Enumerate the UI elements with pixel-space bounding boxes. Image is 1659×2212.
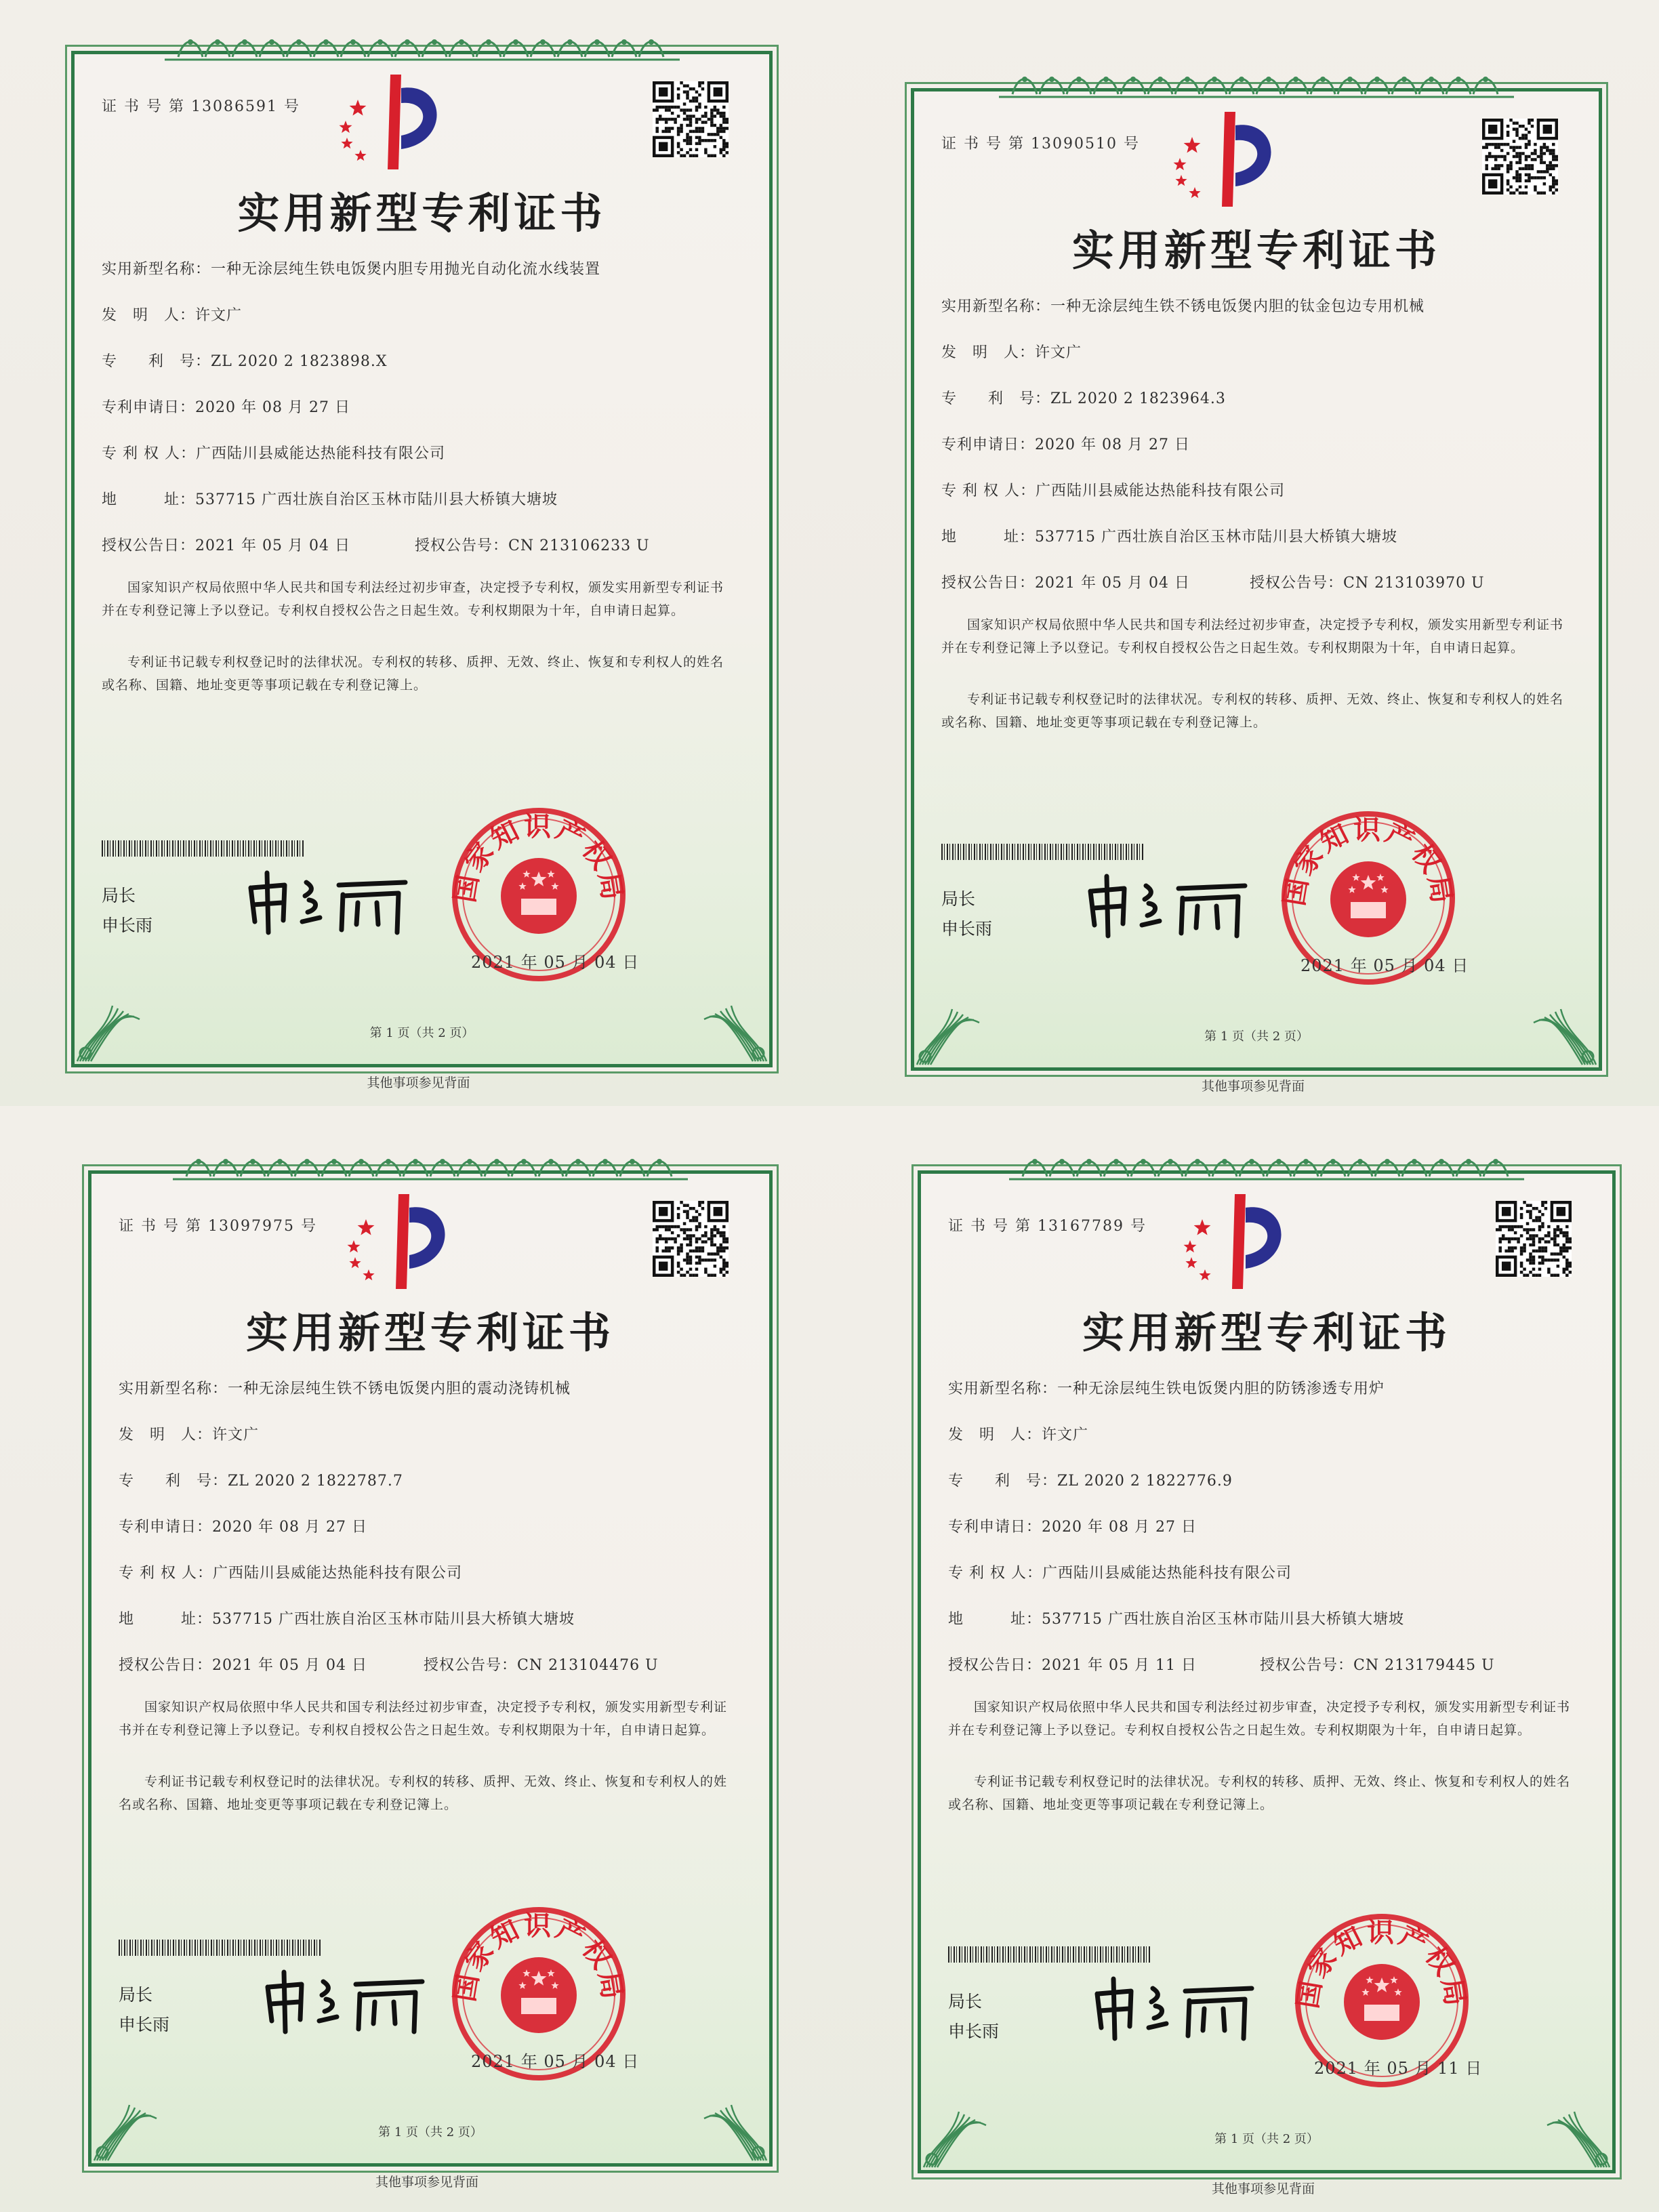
grant-number-value: CN 213103970 U [1343,575,1485,592]
grant-number-label: 授权公告号： [1260,1657,1354,1674]
patent-certificate [918,1170,1616,2173]
patent-certificate [88,1170,773,2167]
qr-code-icon [1496,1201,1572,1277]
grant-date-value: 2021 年 05 月 11 日 [1042,1657,1197,1674]
grant-number-row [424,1654,659,1675]
top-ornament [173,1152,688,1182]
grant-date-row [102,534,350,555]
application-date-value: 2020 年 08 月 27 日 [1035,436,1190,453]
grant-number-label: 授权公告号： [424,1657,518,1674]
utility-model-name-value: 一种无涂层纯生铁不锈电饭煲内胆的震动浇铸机械 [228,1380,571,1397]
legal-status-statement: 专利证书记载专利权登记时的法律状况。专利权的转移、质押、无效、终止、恢复和专利权人的姓名或名称、国籍、地址变更等事项记载在专利登记簿上。 [102,655,724,693]
address-row [941,525,1397,546]
legal-status-statement: 专利证书记载专利权登记时的法律状况。专利权的转移、质押、无效、终止、恢复和专利权人的姓名或名称、国籍、地址变更等事项记载在专利登记簿上。 [119,1774,728,1812]
address-label: 地 址： [948,1611,1042,1628]
application-date-value: 2020 年 08 月 27 日 [1042,1519,1197,1536]
director-signature [1084,871,1260,939]
utility-model-name-row [102,258,600,279]
director-block [119,1980,169,2040]
grant-statement: 国家知识产权局依照中华人民共和国专利法经过初步审查，决定授予专利权，颁发实用新型专利证书并在专利登记簿上予以登记。专利权自授权公告之日起生效。专利权期限为十年，自申请日起算。 [941,617,1564,655]
utility-model-name-label: 实用新型名称： [102,261,211,278]
grant-statement: 国家知识产权局依照中华人民共和国专利法经过初步审查，决定授予专利权，颁发实用新型专利证书并在专利登记簿上予以登记。专利权自授权公告之日起生效。专利权期限为十年，自申请日起算。 [102,580,724,618]
certificate-number: 证 书 号 第 13090510 号 [941,136,1140,152]
svg-text:国家知识产权局: 国家知识产权局 [1280,814,1456,908]
seal-date: 2021 年 05 月 04 日 [471,953,640,972]
patentee-label: 专 利 权 人： [948,1565,1042,1582]
barcode [102,840,305,857]
director-title: 局长 [941,889,976,909]
director-title: 局长 [119,1985,153,2005]
inventor-label: 发 明 人： [948,1427,1042,1443]
barcode [119,1940,322,1956]
legal-status-statement: 专利证书记载专利权登记时的法律状况。专利权的转移、质押、无效、终止、恢复和专利权人的姓名或名称、国籍、地址变更等事项记载在专利登记簿上。 [941,692,1564,730]
utility-model-name-label: 实用新型名称： [119,1380,228,1397]
application-date-label: 专利申请日： [119,1519,213,1536]
patent-number-label: 专 利 号： [948,1473,1058,1490]
patent-number-label: 专 利 号： [119,1473,228,1490]
inventor-label: 发 明 人： [941,344,1036,361]
application-date-label: 专利申请日： [941,436,1036,453]
application-date-label: 专利申请日： [102,399,196,416]
patent-number-label: 专 利 号： [941,390,1051,407]
utility-model-name-value: 一种无涂层纯生铁不锈电饭煲内胆的钛金包边专用机械 [1050,298,1425,315]
address-label: 地 址： [941,529,1036,546]
address-row [102,488,558,509]
grant-statement: 国家知识产权局依照中华人民共和国专利法经过初步审查，决定授予专利权，颁发实用新型专利证书并在专利登记簿上予以登记。专利权自授权公告之日起生效。专利权期限为十年，自申请日起算。 [119,1700,728,1738]
grant-number-label: 授权公告号： [415,537,509,554]
application-date-row [102,396,350,417]
grant-date-row [119,1654,367,1675]
patent-number-label: 专 利 号： [102,353,211,370]
patentee-value: 广西陆川县威能达热能科技有限公司 [212,1565,462,1582]
certificate-photo [0,0,830,1106]
director-signature [261,1967,437,2034]
patent-number-value: ZL 2020 2 1823964.3 [1050,390,1226,407]
address-value: 537715 广西壮族自治区玉林市陆川县大桥镇大塘坡 [1042,1611,1404,1628]
seal-date: 2021 年 05 月 04 日 [1300,956,1469,975]
certificate-title: 实用新型专利证书 [237,188,607,238]
page-number: 第 1 页（共 2 页） [369,1026,474,1040]
page-number: 第 1 页（共 2 页） [1204,1029,1309,1044]
director-signature [1090,1973,1267,2041]
certificate-photo [830,0,1659,1106]
application-date-value: 2020 年 08 月 27 日 [212,1519,367,1536]
application-date-row [941,433,1190,454]
inventor-label: 发 明 人： [102,307,196,324]
inventor-value: 许文广 [195,307,243,324]
director-title: 局长 [948,1992,983,2011]
grant-number-value: CN 213179445 U [1353,1657,1495,1674]
inventor-row [119,1423,259,1444]
address-value: 537715 广西壮族自治区玉林市陆川县大桥镇大塘坡 [212,1611,575,1628]
director-title: 局长 [102,886,136,905]
inventor-row [941,341,1082,362]
patent-number-value: ZL 2020 2 1823898.X [211,353,388,370]
legal-status-statement: 专利证书记载专利权登记时的法律状况。专利权的转移、质押、无效、终止、恢复和专利权人的姓名或名称、国籍、地址变更等事项记载在专利登记簿上。 [948,1774,1571,1812]
inventor-value: 许文广 [212,1427,260,1443]
address-value: 537715 广西壮族自治区玉林市陆川县大桥镇大塘坡 [1035,529,1397,546]
inventor-label: 发 明 人： [119,1427,213,1443]
address-row [119,1607,575,1629]
certificate-title: 实用新型专利证书 [245,1308,615,1357]
see-back-note: 其他事项参见背面 [367,1076,470,1090]
patentee-value: 广西陆川县威能达热能科技有限公司 [1035,483,1285,499]
grant-date-label: 授权公告日： [948,1657,1042,1674]
grant-number-row [415,534,650,555]
application-date-label: 专利申请日： [948,1519,1042,1536]
seal-date: 2021 年 05 月 11 日 [1314,2059,1483,2078]
utility-model-name-value: 一种无涂层纯生铁电饭煲内胆专用抛光自动化流水线装置 [211,261,601,278]
director-signature [244,867,420,935]
address-value: 537715 广西壮族自治区玉林市陆川县大桥镇大塘坡 [195,491,558,508]
patentee-label: 专 利 权 人： [941,483,1036,499]
patent-number-row [948,1469,1233,1490]
address-label: 地 址： [102,491,196,508]
svg-text:国家知识产权局: 国家知识产权局 [451,1910,627,2004]
seal-date: 2021 年 05 月 04 日 [471,2052,640,2071]
grant-number-row [1250,571,1485,592]
grant-statement: 国家知识产权局依照中华人民共和国专利法经过初步审查，决定授予专利权，颁发实用新型专利证书并在专利登记簿上予以登记。专利权自授权公告之日起生效。专利权期限为十年，自申请日起算。 [948,1700,1571,1738]
barcode [948,1946,1151,1963]
grant-date-label: 授权公告日： [102,537,196,554]
patent-number-value: ZL 2020 2 1822776.9 [1057,1473,1233,1490]
grant-date-row [948,1654,1197,1675]
certificate-title: 实用新型专利证书 [1071,226,1441,275]
grant-number-row [1260,1654,1495,1675]
top-ornament [165,33,680,62]
page-number: 第 1 页（共 2 页） [378,2125,483,2139]
grant-date-value: 2021 年 05 月 04 日 [195,537,350,554]
patent-certificate [911,88,1602,1071]
patentee-label: 专 利 权 人： [119,1565,213,1582]
grant-date-value: 2021 年 05 月 04 日 [1035,575,1190,592]
top-ornament [1009,1152,1524,1182]
patent-number-row [119,1469,403,1490]
patent-number-value: ZL 2020 2 1822787.7 [228,1473,403,1490]
svg-text:国家知识产权局: 国家知识产权局 [451,811,627,905]
application-date-value: 2020 年 08 月 27 日 [195,399,350,416]
cnipa-logo-icon [1175,1187,1304,1296]
see-back-note: 其他事项参见背面 [1201,1079,1305,1094]
application-date-row [119,1515,367,1536]
inventor-row [948,1423,1088,1444]
director-block [948,1987,999,2047]
qr-code-icon [653,1201,729,1277]
patent-number-row [102,350,388,371]
patentee-value: 广西陆川县威能达热能科技有限公司 [195,445,445,462]
utility-model-name-label: 实用新型名称： [948,1380,1058,1397]
qr-code-icon [1482,119,1558,194]
page-number: 第 1 页（共 2 页） [1214,2132,1319,2146]
see-back-note: 其他事项参见背面 [1211,2182,1315,2196]
cnipa-logo-icon [331,68,459,176]
grant-number-value: CN 213104476 U [517,1657,659,1674]
grant-date-row [941,571,1190,592]
grant-number-value: CN 213106233 U [508,537,650,554]
top-ornament [999,70,1514,100]
grant-date-label: 授权公告日： [119,1657,213,1674]
certificate-photo [0,1106,830,2212]
cnipa-logo-icon [1165,105,1294,213]
certificate-photo [830,1106,1659,2212]
patentee-row [948,1561,1292,1582]
inventor-value: 许文广 [1042,1427,1089,1443]
patentee-row [102,442,445,463]
utility-model-name-row [119,1377,571,1398]
utility-model-name-row [941,295,1425,316]
grant-date-label: 授权公告日： [941,575,1036,592]
application-date-row [948,1515,1197,1536]
qr-code-icon [653,81,729,157]
certificate-number: 证 书 号 第 13167789 号 [948,1218,1147,1235]
patent-certificate [71,51,773,1067]
patent-number-row [941,387,1226,408]
barcode [941,844,1145,860]
see-back-note: 其他事项参见背面 [375,2175,478,2190]
director-name: 申长雨 [102,916,153,935]
certificate-number: 证 书 号 第 13086591 号 [102,98,300,115]
director-name: 申长雨 [941,919,993,939]
inventor-value: 许文广 [1035,344,1082,361]
utility-model-name-label: 实用新型名称： [941,298,1051,315]
director-block [941,884,992,944]
address-label: 地 址： [119,1611,213,1628]
cnipa-logo-icon [339,1187,468,1296]
certificate-number: 证 书 号 第 13097975 号 [119,1218,317,1235]
grant-date-value: 2021 年 05 月 04 日 [212,1657,367,1674]
utility-model-name-row [948,1377,1385,1398]
grant-number-label: 授权公告号： [1250,575,1344,592]
patentee-row [941,479,1285,500]
patentee-value: 广西陆川县威能达热能科技有限公司 [1042,1565,1292,1582]
certificate-title: 实用新型专利证书 [1082,1308,1451,1357]
director-block [102,881,152,941]
svg-text:国家知识产权局: 国家知识产权局 [1294,1917,1470,2011]
inventor-row [102,304,242,325]
director-name: 申长雨 [119,2015,170,2034]
address-row [948,1607,1404,1629]
patentee-row [119,1561,462,1582]
director-name: 申长雨 [948,2022,1000,2041]
utility-model-name-value: 一种无涂层纯生铁电饭煲内胆的防锈渗透专用炉 [1057,1380,1385,1397]
patentee-label: 专 利 权 人： [102,445,196,462]
